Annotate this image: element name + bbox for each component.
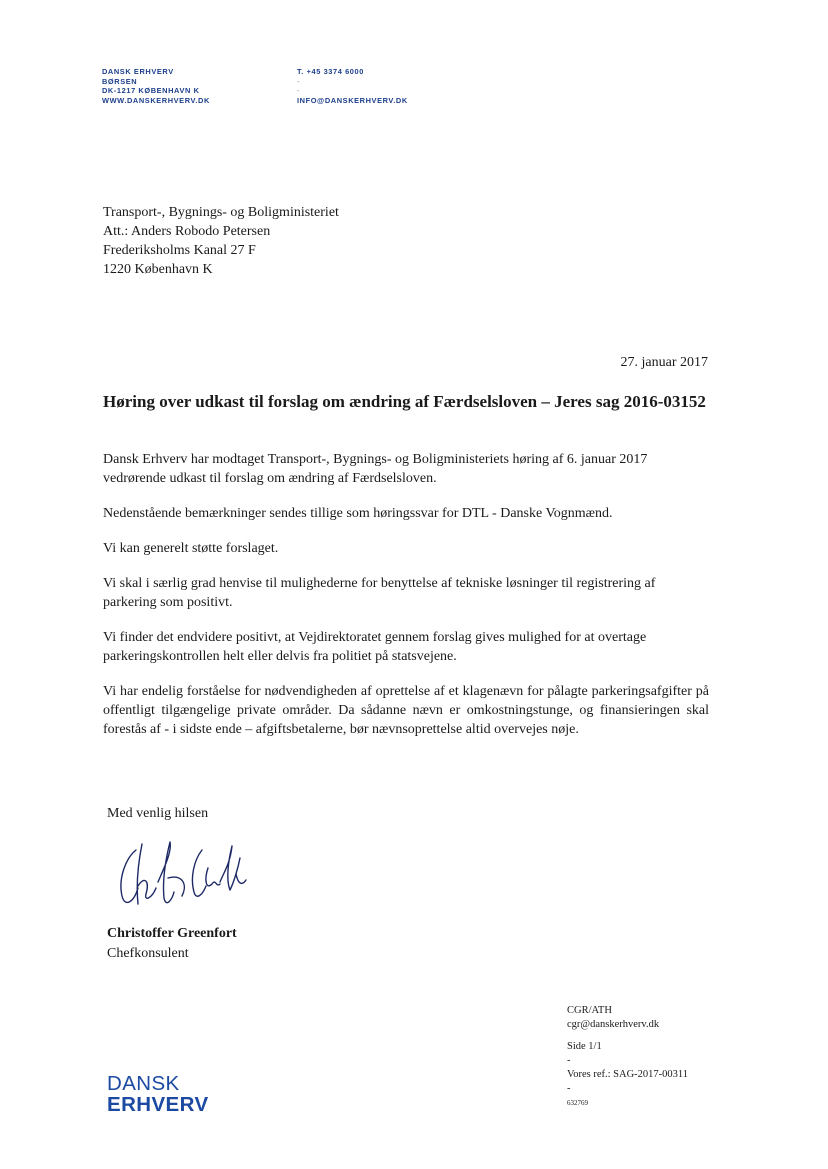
- body-paragraph: Vi finder det endvidere positivt, at Vejdirektoratet gennem forslag gives mulighed for at overtage parkeringskontrollen helt eller delvis fra politiet på statsvejene.: [103, 630, 647, 664]
- letterhead-email: INFO@DANSKERHVERV.DK: [297, 95, 408, 105]
- body-paragraph: Vi kan generelt støtte forslaget.: [103, 541, 279, 556]
- letterhead-separator: -: [297, 86, 301, 96]
- logo-line-1: DANSK: [107, 1072, 180, 1095]
- letterhead-city: DK-1217 KØBENHAVN K: [102, 86, 200, 96]
- recipient-line: Att.: Anders Robodo Petersen: [103, 224, 271, 239]
- signer-title: Chefkonsulent: [107, 946, 189, 961]
- recipient-line: Transport-, Bygnings- og Boligministeriet: [103, 205, 339, 220]
- letterhead-separator: -: [297, 76, 301, 86]
- handwritten-signature: [112, 838, 250, 914]
- meta-separator: -: [567, 1083, 571, 1094]
- recipient-address: [103, 203, 339, 279]
- meta-separator: -: [567, 1055, 571, 1066]
- letterhead-building: BØRSEN: [102, 76, 138, 86]
- signer-name: Christoffer Greenfort: [107, 926, 237, 941]
- body-paragraph: Nedenstående bemærkninger sendes tillige som høringssvar for DTL - Danske Vognmænd.: [103, 506, 613, 521]
- letter-subject: Høring over udkast til forslag om ændring af Færdselsloven – Jeres sag 2016-03152: [103, 392, 706, 411]
- body-paragraph: Dansk Erhverv har modtaget Transport-, Bygnings- og Boligministeriets høring af 6. januar 2017 vedrørende udkast til forslag om ændring af Færdselsloven.: [103, 452, 648, 486]
- meta-document-number: 632769: [567, 1099, 588, 1107]
- meta-initials: CGR/ATH: [567, 1005, 612, 1016]
- dansk-erhverv-logo: [107, 1073, 209, 1115]
- letterhead-contact: [297, 67, 408, 105]
- letterhead-company: DANSK ERHVERV: [102, 67, 174, 76]
- body-paragraph: Vi skal i særlig grad henvise til mulighederne for benyttelse af tekniske løsninger til registrering af parkering som positivt.: [103, 576, 656, 610]
- logo-line-2: ERHVERV: [107, 1093, 209, 1116]
- letter-date: 27. januar 2017: [620, 355, 708, 370]
- letterhead-website: WWW.DANSKERHVERV.DK: [102, 95, 210, 105]
- letterhead-phone: T. +45 3374 6000: [297, 67, 364, 76]
- closing-salutation: Med venlig hilsen: [107, 806, 209, 821]
- body-paragraph: Vi har endelig forståelse for nødvendigheden af oprettelse af et klagenævn for pålagte parkeringsafgifter på offentligt tilgængelige private områder. Da sådanne nævn er omkostningstunge, og finansieringen skal forestås af - i sidste ende – afgiftsbetalerne, bør nævnsoprettelse altid overvejes nøje.: [103, 684, 709, 737]
- meta-page: Side 1/1: [567, 1041, 602, 1052]
- letterhead-address: [102, 67, 210, 105]
- document-metadata: [567, 1004, 688, 1110]
- meta-reference: Vores ref.: SAG-2017-00311: [567, 1069, 689, 1080]
- recipient-line: Frederiksholms Kanal 27 F: [103, 243, 256, 258]
- meta-email: cgr@danskerhverv.dk: [567, 1019, 660, 1030]
- letter-body: [103, 450, 709, 755]
- recipient-line: 1220 København K: [103, 262, 213, 277]
